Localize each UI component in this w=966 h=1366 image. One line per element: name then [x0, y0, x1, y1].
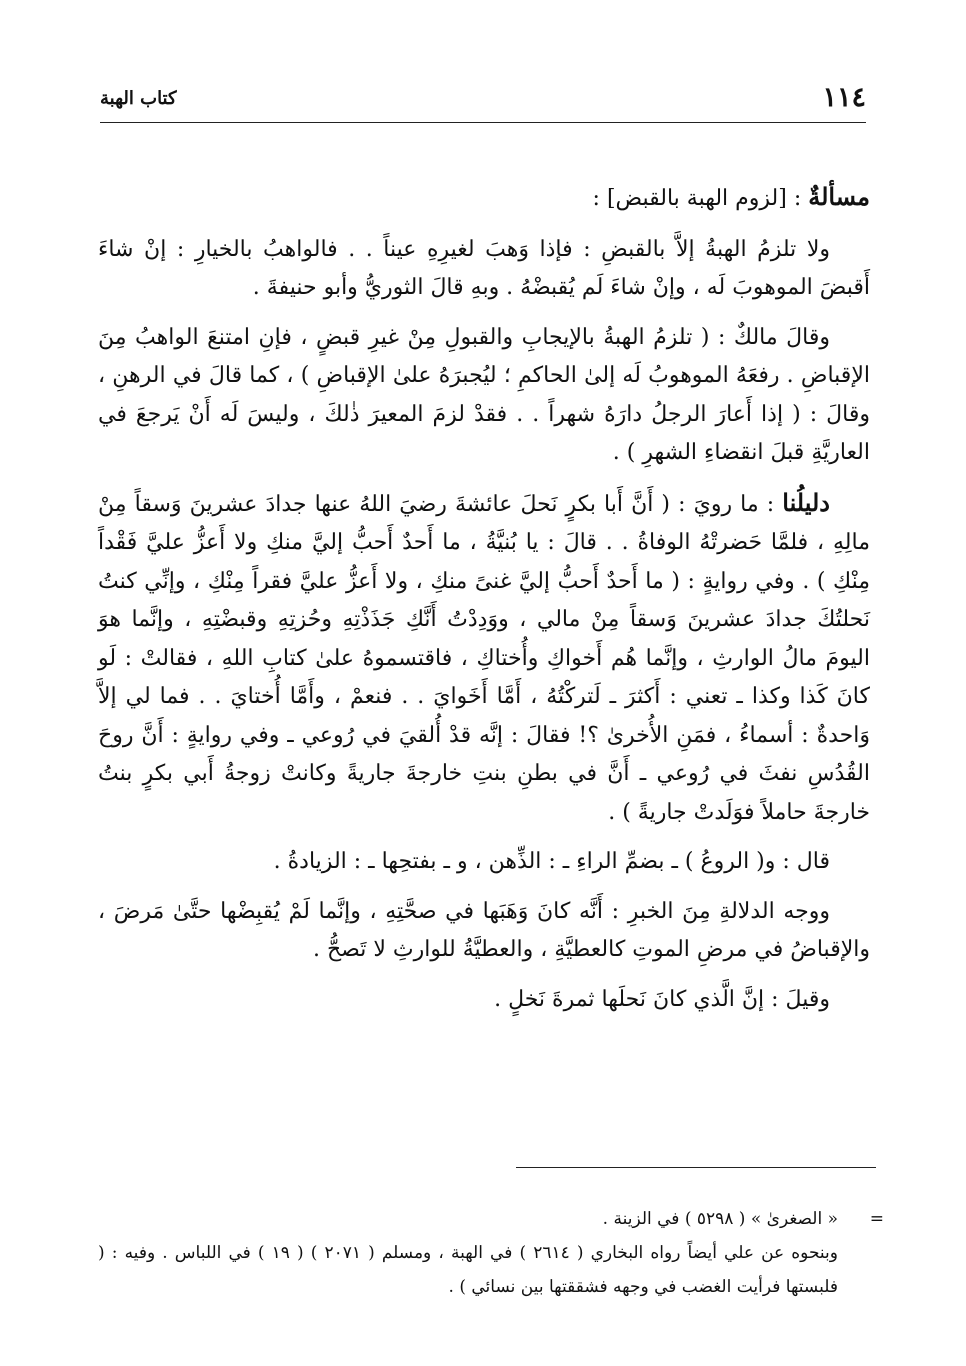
issue-label: مسألةٌ [808, 182, 870, 211]
footnote-line: « الصغرىٰ » ( ٥٢٩٨ ) في الزينة . [602, 1209, 838, 1229]
footnote-divider [516, 1167, 876, 1168]
main-text [98, 178, 870, 1030]
evidence-label: دليلُنا [782, 487, 830, 517]
footnotes [98, 1202, 884, 1304]
footnote-line: وبنحوه عن علي أيضاً رواه البخاري ( ٢٦١٤ ) في الهبة ، ومسلم ( ٢٠٧١ ) ( ١٩ ) في اللباس . وفيه : ( فلبستها فرأيت الغضب في وجهه فشققتها بين نسائي ) . [98, 1243, 838, 1297]
paragraph-1: ولا تلزمُ الهبةُ إلاَّ بالقبضِ : فإذا وَهبَ لغيرِهِ عيناً . . فالواهبُ بالخيارِ : إنْ شاءَ أَقبضَ الموهوبَ لَه ، وإنْ شاءَ لَم يُقبضْهُ . وبهِ قالَ الثوريُّ وأبو حنيفةَ . [98, 236, 870, 300]
paragraph-2: وقالَ مالكٌ : ( تلزمُ الهبةُ بالإيجابِ والقبولِ مِنْ غيرِ قبضٍ ، فإنِ امتنعَ الواهبُ مِنَ الإقباضِ . رفعَهُ الموهوبُ لَه إلىٰ الحاكمِ ؛ ليُجبرَهُ علىٰ الإقباضِ ) ، كما قالَ في الرهنِ ، وقالَ : ( إذا أَعارَ الرجلُ دارَهُ شهراً . . فقدْ لزمَ المعيرَ ذٰلكَ ، وليسَ لَه أَنْ يَرجعَ في العاريَّةِ قبلَ انقضاءِ الشهرِ ) . [98, 324, 870, 465]
book-title: كتاب الهبة [100, 88, 177, 109]
paragraph-6: وقيلَ : إنَّ الَّذي كانَ نَحلَها ثمرةَ نَخلٍ . [494, 986, 830, 1012]
issue-heading [98, 178, 870, 219]
footnote-continuation-marker: = [869, 1209, 884, 1229]
paragraph-4: قال : و( الروعُ ) ـ بضمِّ الراءِ ـ : الذِّهن ، و ـ بفتحِها ـ : الزيادةُ . [273, 849, 830, 874]
issue-title: : [لزوم الهبة بالقبض] : [592, 186, 809, 211]
page-number: ١١٤ [822, 82, 866, 113]
paragraph-5: ووجه الدلالةِ مِنَ الخبرِ : أَنَّه كانَ وَهَبَها في صحَّتِهِ ، وإنَّما لَمْ يُقبِضْها حتَّىٰ مَرضَ ، والإقباضُ في مرضِ الموتِ كالعطيَّةِ ، والعطيَّةُ للوارثِ لا تَصحُّ . [98, 898, 870, 962]
evidence-text: : ما رويَ : ( أَنَّ أَبا بكرٍ نَحلَ عائشةَ رضيَ اللهُ عنها جدادَ عشرينَ وَسقاً مِنْ مالِهِ ، فلمَّا حَضرتْهُ الوفاةُ . . قالَ : يا بُنيَّةُ ، ما أَحدٌ أَحبُّ إليَّ منكِ ولا أَعزُّ عليَّ فَقْداً مِنْكِ ) . وفي روايةٍ : ( ما أَحدٌ أَحبُّ إليَّ غنىً منكِ ، ولا أَعزُّ عليَّ فقراً مِنْكِ ، وإنِّي كنتُ نَحلتُكَ جدادَ عشرينَ وَسقاً مِنْ مالي ، ووَدِدْتُ أَنَّكِ جَذَذْتِهِ وحُزتِهِ وقبضْتِهِ ، وإنَّما هوَ اليومَ مالُ الوارثِ ، وإنَّما هُم أَخواكِ وأُختاكِ ، فاقتسموهُ علىٰ كتابِ اللهِ ، فقالتْ : لَو كانَ كَذا وكذا ـ تعني : أَكثرَ ـ لَتركْتُهُ ، أَمَّا أَخَوايَ . . فنعمْ ، وأَمَّا أُختايَ . . فما لي إلاَّ وَاحدةٌ : أسماءُ ، فمَنِ الأُخرىٰ ؟! فقالَ : إنَّه قدْ أُلقيَ في رُوعي ـ وفي روايةٍ : أَنَّ روحَ القُدُسِ نفثَ في رُوعي ـ أَنَّ في بطنِ بنتِ خارجةَ جاريةً وكانتْ زوجةُ أَبي بكرٍ بنتُ خارجةَ حاملاً فوَلَدتْ جاريةً ) . [98, 491, 870, 825]
paragraph-evidence [98, 484, 870, 833]
page-header [100, 78, 866, 123]
